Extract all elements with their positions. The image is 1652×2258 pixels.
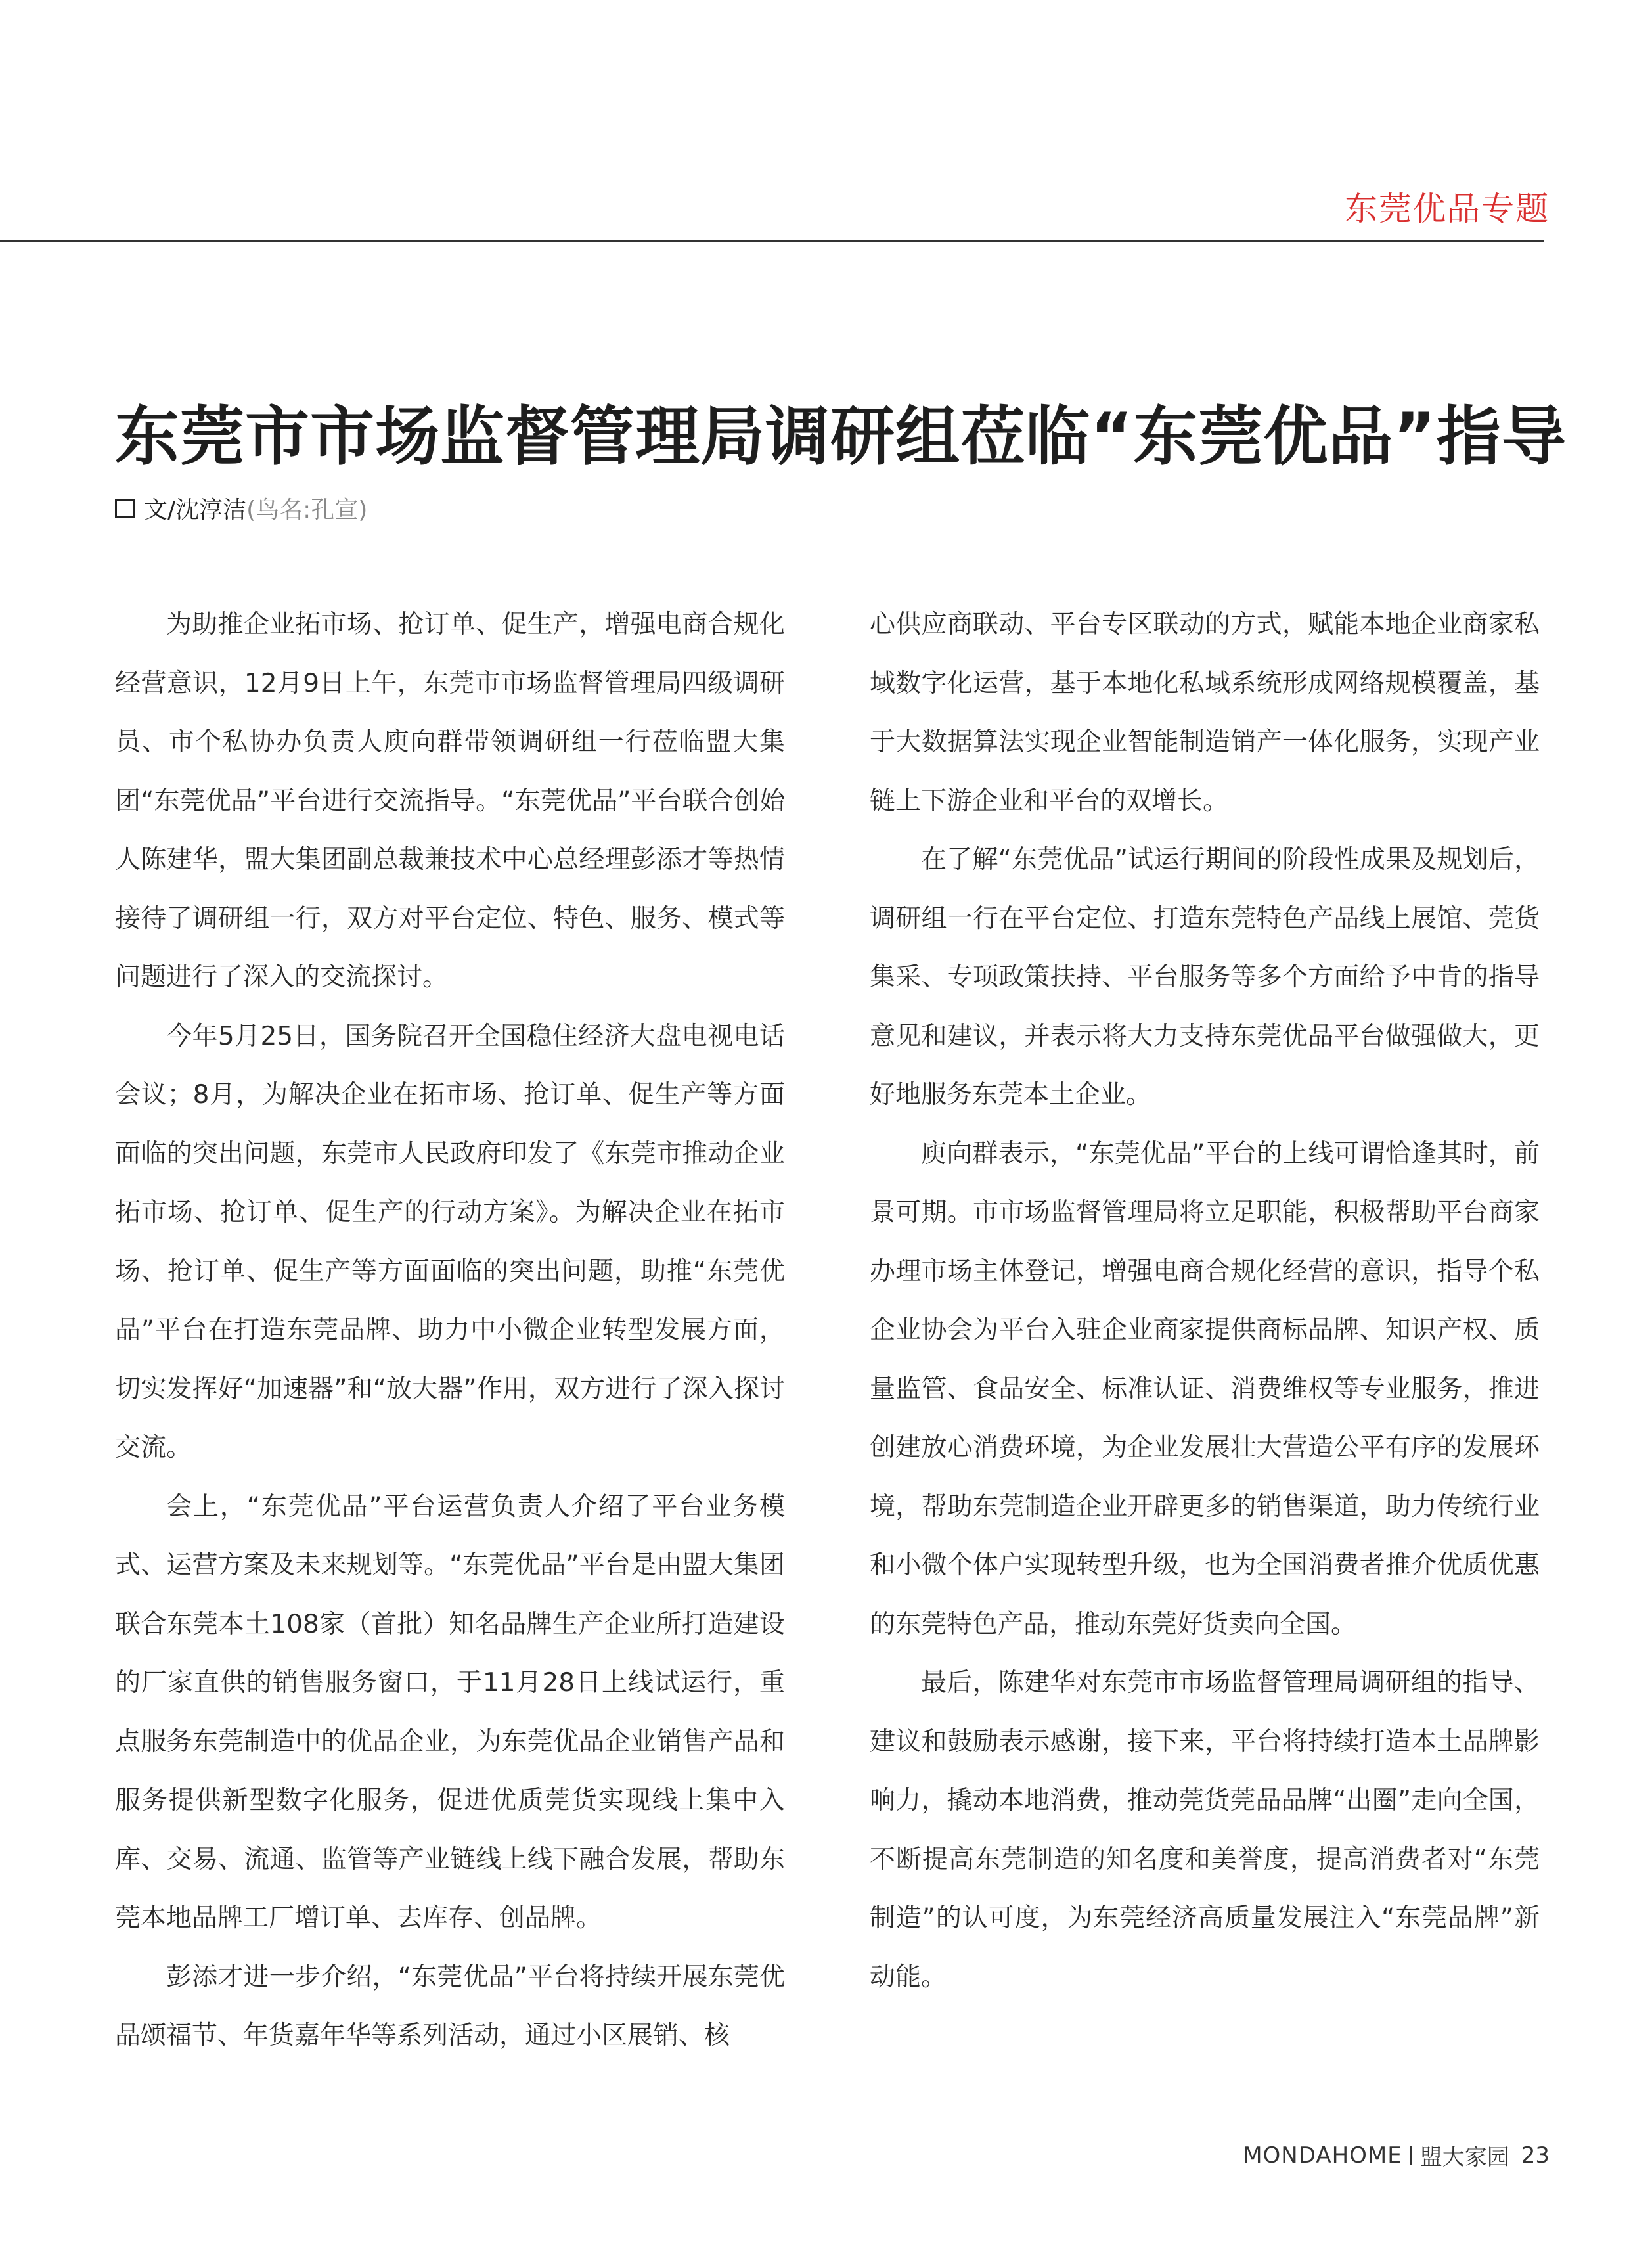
square-icon — [115, 499, 135, 518]
paragraph: 在了解“东莞优品”试运行期间的阶段性成果及规划后，调研组一行在平台定位、打造东莞特色产品线上展馆、莞货集采、专项政策扶持、平台服务等多个方面给予中肯的指导意见和建议，并表示将大力支持东莞优品平台做强做大，更好地服务东莞本土企业。 — [870, 845, 1540, 1110]
page-footer — [1243, 2139, 1550, 2171]
article-title: 东莞市市场监督管理局调研组莅临“东莞优品”指导 — [115, 399, 1567, 474]
paragraph: 庾向群表示，“东莞优品”平台的上线可谓恰逢其时，前景可期。市市场监督管理局将立足职能，积极帮助平台商家办理市场主体登记，增强电商合规化经营的意识，指导个私企业协会为平台入驻企业商家提供商标品牌、知识产权、质量监管、食品安全、标准认证、消费维权等专业服务，推进创建放心消费环境，为企业发展壮大营造公平有序的发展环境，帮助东莞制造企业开辟更多的销售渠道，助力传统行业和小微个体户实现转型升级，也为全国消费者推介优质优惠的东莞特色产品，推动东莞好货卖向全国。 — [870, 1139, 1540, 1639]
byline-pen-name: (鸟名:孔宣) — [246, 497, 368, 524]
paragraph: 最后，陈建华对东莞市市场监督管理局调研组的指导、建议和鼓励表示感谢，接下来，平台将持续打造本土品牌影响力，撬动本地消费，推动莞货莞品品牌“出圈”走向全国，不断提高东莞制造的知名度和美誉度，提高消费者对“东莞制造”的认可度，为东莞经济高质量发展注入“东莞品牌”新动能。 — [870, 1668, 1540, 1992]
paragraph: 会上，“东莞优品”平台运营负责人介绍了平台业务模式、运营方案及未来规划等。“东莞优品”平台是由盟大集团联合东莞本土108家（首批）知名品牌生产企业所打造建设的厂家直供的销售服务窗口，于11月28日上线试运行，重点服务东莞制造中的优品企业，为东莞优品企业销售产品和服务提供新型数字化服务，促进优质莞货实现线上集中入库、交易、流通、监管等产业链线上线下融合发展，帮助东莞本地品牌工厂增订单、去库存、创品牌。 — [115, 1491, 785, 1933]
paragraph: 心供应商联动、平台专区联动的方式，赋能本地企业商家私域数字化运营，基于本地化私域系统形成网络规模覆盖，基于大数据算法实现企业智能制造销产一体化服务，实现产业链上下游企业和平台的双增长。 — [870, 610, 1540, 816]
paragraph: 今年5月25日，国务院召开全国稳住经济大盘电视电话会议；8月，为解决企业在拓市场、抢订单、促生产等方面面临的突出问题，东莞市人民政府印发了《东莞市推动企业拓市场、抢订单、促生产的行动方案》。为解决企业在拓市场、抢订单、促生产等方面面临的突出问题，助推“东莞优品”平台在打造东莞品牌、助力中小微企业转型发展方面，切实发挥好“加速器”和“放大器”作用，双方进行了深入探讨交流。 — [115, 1021, 785, 1462]
byline — [115, 491, 367, 525]
header-rule — [0, 240, 1544, 242]
section-tag: 东莞优品专题 — [1345, 190, 1550, 228]
footer-brand: MONDAHOME — [1243, 2142, 1402, 2169]
footer-magazine: 盟大家园 — [1419, 2144, 1509, 2171]
paragraph: 为助推企业拓市场、抢订单、促生产，增强电商合规化经营意识，12月9日上午，东莞市市场监督管理局四级调研员、市个私协办负责人庾向群带领调研组一行莅临盟大集团“东莞优品”平台进行交流指导。“东莞优品”平台联合创始人陈建华，盟大集团副总裁兼技术中心总经理彭添才等热情接待了调研组一行，双方对平台定位、特色、服务、模式等问题进行了深入的交流探讨。 — [115, 610, 785, 992]
left-column — [115, 595, 785, 2066]
right-column — [870, 595, 1540, 2006]
page-number: 23 — [1521, 2142, 1550, 2169]
byline-author: 文/沈淳洁 — [144, 497, 247, 524]
paragraph: 彭添才进一步介绍，“东莞优品”平台将持续开展东莞优品颂福节、年货嘉年华等系列活动，通过小区展销、核 — [115, 1962, 785, 2050]
footer-divider — [1410, 2146, 1412, 2165]
